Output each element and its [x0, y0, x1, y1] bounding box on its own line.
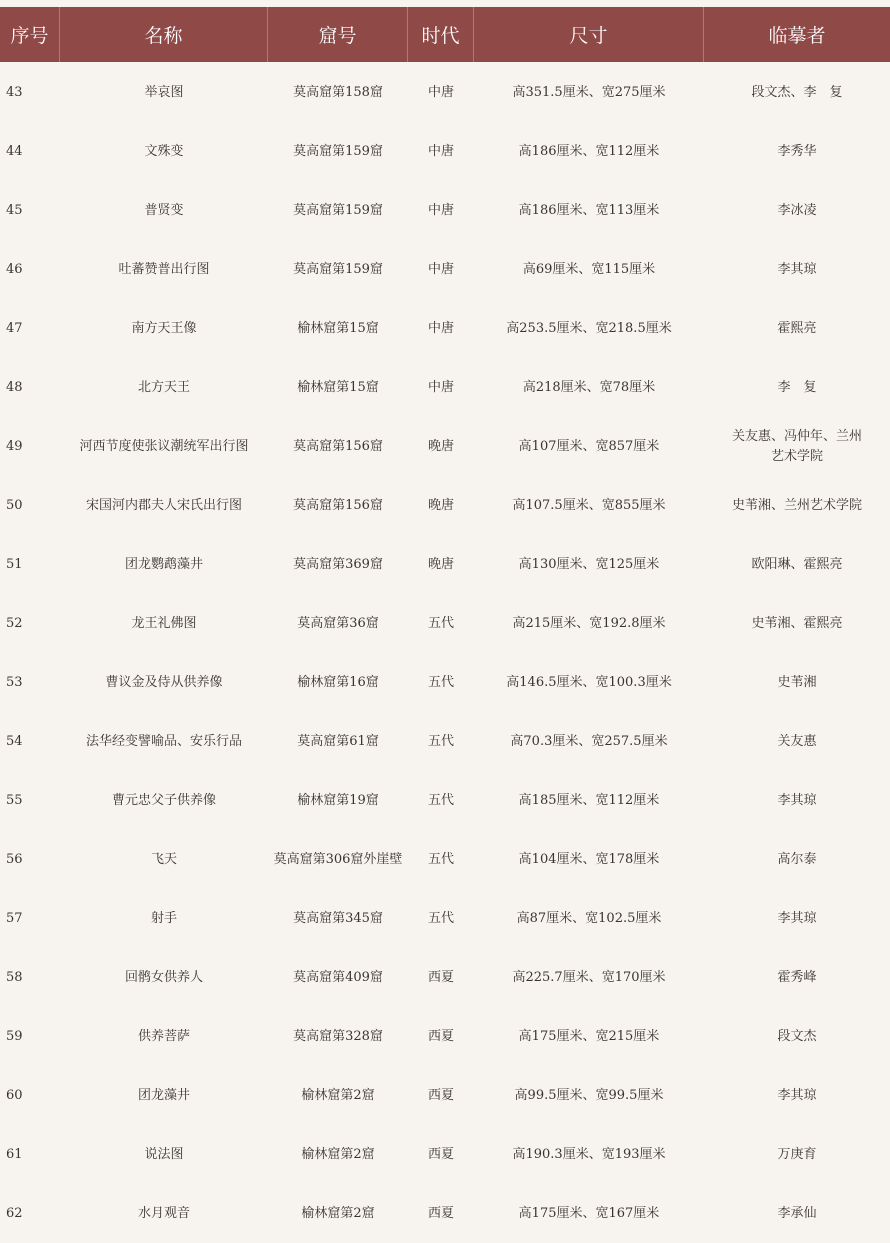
cell-era: 西夏: [427, 1146, 454, 1162]
cell-era: 中唐: [427, 320, 454, 336]
cell-index: 49: [6, 438, 23, 454]
cell-name: 河西节度使张议潮统军出行图: [79, 438, 249, 454]
cell-copyist: 关友惠、冯仲年、兰州艺术学院: [731, 428, 862, 464]
cell-name: 飞天: [150, 851, 177, 867]
cell-size: 高107.5厘米、宽855厘米: [512, 497, 666, 513]
cell-cave: 榆林窟第19窟: [297, 792, 379, 808]
cell-era: 晚唐: [427, 438, 454, 454]
cell-index: 56: [6, 851, 23, 867]
cell-name: 曹议金及侍从供养像: [105, 674, 223, 690]
cell-index: 43: [6, 84, 23, 100]
cell-era: 晚唐: [427, 497, 454, 513]
cell-copyist: 段文杰: [777, 1028, 817, 1044]
cell-era: 西夏: [427, 1028, 454, 1044]
cell-name: 供养菩萨: [137, 1028, 190, 1044]
table-row: [0, 1184, 890, 1243]
cell-copyist: 万庚育: [777, 1146, 817, 1162]
cell-name: 射手: [150, 910, 177, 926]
cell-cave: 榆林窟第15窟: [297, 379, 379, 395]
cell-index: 47: [6, 320, 23, 336]
cell-cave: 莫高窟第36窟: [297, 615, 379, 631]
cell-index: 45: [6, 202, 23, 218]
cell-cave: 莫高窟第159窟: [293, 143, 383, 159]
cell-index: 48: [6, 379, 23, 395]
cell-size: 高146.5厘米、宽100.3厘米: [506, 674, 672, 690]
cell-cave: 莫高窟第159窟: [293, 261, 383, 277]
cell-size: 高225.7厘米、宽170厘米: [512, 969, 666, 985]
cell-era: 中唐: [427, 261, 454, 277]
cell-index: 62: [6, 1205, 23, 1221]
cell-copyist: 史苇湘、兰州艺术学院: [731, 497, 862, 513]
cell-cave: 莫高窟第345窟: [293, 910, 383, 926]
cell-era: 中唐: [427, 84, 454, 100]
cell-era: 晚唐: [427, 556, 454, 572]
cell-name: 水月观音: [137, 1205, 190, 1221]
cell-era: 西夏: [427, 1205, 454, 1221]
cell-size: 高175厘米、宽167厘米: [518, 1205, 660, 1221]
cell-cave: 莫高窟第158窟: [293, 84, 383, 100]
cell-name: 龙王礼佛图: [131, 615, 197, 631]
cell-copyist: 史苇湘、霍熙亮: [751, 615, 843, 631]
cell-index: 60: [6, 1087, 23, 1103]
header-era: 时代: [408, 7, 474, 62]
header-name: 名称: [60, 7, 268, 62]
cell-size: 高104厘米、宽178厘米: [518, 851, 660, 867]
cell-cave: 莫高窟第156窟: [293, 497, 383, 513]
cell-size: 高185厘米、宽112厘米: [518, 792, 660, 808]
cell-name: 宋国河内郡夫人宋氏出行图: [85, 497, 242, 513]
cell-copyist: 史苇湘: [777, 674, 817, 690]
cell-cave: 莫高窟第409窟: [293, 969, 383, 985]
cell-size: 高130厘米、宽125厘米: [518, 556, 660, 572]
cell-index: 55: [6, 792, 23, 808]
cell-cave: 榆林窟第16窟: [297, 674, 379, 690]
cell-name: 南方天王像: [131, 320, 197, 336]
cell-size: 高99.5厘米、宽99.5厘米: [514, 1087, 664, 1103]
cell-name: 团龙藻井: [137, 1087, 190, 1103]
cell-size: 高186厘米、宽113厘米: [518, 202, 660, 218]
table-row: [0, 1125, 890, 1184]
cell-name: 曹元忠父子供养像: [111, 792, 216, 808]
cell-cave: 榆林窟第2窟: [301, 1205, 375, 1221]
cell-cave: 榆林窟第2窟: [301, 1087, 375, 1103]
cell-size: 高70.3厘米、宽257.5厘米: [510, 733, 668, 749]
cell-size: 高186厘米、宽112厘米: [518, 143, 660, 159]
cell-copyist: 欧阳琳、霍熙亮: [751, 556, 843, 572]
cell-cave: 榆林窟第15窟: [297, 320, 379, 336]
cell-copyist: 段文杰、李 复: [751, 84, 843, 100]
table-row: [0, 299, 890, 358]
table-row: [0, 1066, 890, 1125]
cell-index: 54: [6, 733, 23, 749]
cell-copyist: 霍熙亮: [777, 320, 817, 336]
cell-size: 高107厘米、宽857厘米: [518, 438, 660, 454]
cell-size: 高351.5厘米、宽275厘米: [512, 84, 666, 100]
header-copyist: 临摹者: [768, 25, 826, 47]
cell-name: 吐蕃赞普出行图: [118, 261, 210, 277]
cell-copyist: 李承仙: [777, 1205, 817, 1221]
cell-index: 53: [6, 674, 23, 690]
cell-copyist: 李冰凌: [777, 202, 817, 218]
cell-index: 50: [6, 497, 23, 513]
table-row: [0, 417, 890, 476]
cell-name: 说法图: [144, 1146, 184, 1162]
table-row: [0, 122, 890, 181]
cell-cave: 莫高窟第328窟: [293, 1028, 383, 1044]
cell-size: 高190.3厘米、宽193厘米: [512, 1146, 666, 1162]
cell-cave: 莫高窟第61窟: [297, 733, 379, 749]
cell-era: 中唐: [427, 202, 454, 218]
cell-era: 五代: [427, 615, 454, 631]
table-row: [0, 63, 890, 122]
table-row: [0, 889, 890, 948]
table-row: [0, 535, 890, 594]
cell-size: 高253.5厘米、宽218.5厘米: [506, 320, 672, 336]
cell-size: 高215厘米、宽192.8厘米: [512, 615, 666, 631]
cell-era: 中唐: [427, 143, 454, 159]
table-body: [0, 63, 890, 1243]
cell-copyist: 高尔泰: [777, 851, 817, 867]
cell-copyist: 李其琼: [777, 261, 817, 277]
cell-cave: 莫高窟第369窟: [293, 556, 383, 572]
cell-size: 高218厘米、宽78厘米: [522, 379, 656, 395]
cell-copyist: 关友惠: [777, 733, 817, 749]
cell-size: 高69厘米、宽115厘米: [522, 261, 656, 277]
cell-name: 文殊变: [144, 143, 184, 159]
table-row: [0, 948, 890, 1007]
cell-copyist: 李其琼: [777, 792, 817, 808]
cell-size: 高175厘米、宽215厘米: [518, 1028, 660, 1044]
cell-copyist: 霍秀峰: [777, 969, 817, 985]
cell-era: 五代: [427, 674, 454, 690]
table-row: [0, 653, 890, 712]
cell-cave: 莫高窟第306窟外崖壁: [273, 851, 403, 867]
cell-index: 57: [6, 910, 23, 926]
table-row: [0, 712, 890, 771]
cell-index: 51: [6, 556, 23, 572]
table-row: [0, 594, 890, 653]
table-row: [0, 476, 890, 535]
table-row: [0, 358, 890, 417]
cell-era: 西夏: [427, 969, 454, 985]
cell-copyist: 李秀华: [777, 143, 817, 159]
cell-index: 59: [6, 1028, 23, 1044]
cell-name: 普贤变: [144, 202, 184, 218]
cell-cave: 莫高窟第156窟: [293, 438, 383, 454]
header-index: 序号: [0, 7, 60, 62]
table-row: [0, 1007, 890, 1066]
cell-size: 高87厘米、宽102.5厘米: [516, 910, 662, 926]
cell-copyist: 李其琼: [777, 910, 817, 926]
cell-name: 北方天王: [137, 379, 190, 395]
cell-cave: 莫高窟第159窟: [293, 202, 383, 218]
header-cave: 窟号: [268, 7, 408, 62]
cell-index: 61: [6, 1146, 23, 1162]
cell-name: 团龙鹦鹉藻井: [124, 556, 203, 572]
cell-name: 回鹘女供养人: [124, 969, 203, 985]
cell-era: 西夏: [427, 1087, 454, 1103]
cell-index: 52: [6, 615, 23, 631]
header-size: 尺寸: [474, 7, 704, 62]
table-row: [0, 240, 890, 299]
cell-era: 五代: [427, 910, 454, 926]
cell-name: 法华经变譬喻品、安乐行品: [85, 733, 242, 749]
cell-era: 五代: [427, 792, 454, 808]
table-row: [0, 771, 890, 830]
table-header: [0, 7, 890, 62]
cell-era: 中唐: [427, 379, 454, 395]
cell-copyist: 李其琼: [777, 1087, 817, 1103]
cell-era: 五代: [427, 851, 454, 867]
cell-era: 五代: [427, 733, 454, 749]
cell-copyist: 李 复: [777, 379, 817, 395]
table-row: [0, 830, 890, 889]
cell-index: 46: [6, 261, 23, 277]
table-row: [0, 181, 890, 240]
cell-index: 44: [6, 143, 23, 159]
cell-name: 举哀图: [144, 84, 184, 100]
cell-index: 58: [6, 969, 23, 985]
cell-cave: 榆林窟第2窟: [301, 1146, 375, 1162]
